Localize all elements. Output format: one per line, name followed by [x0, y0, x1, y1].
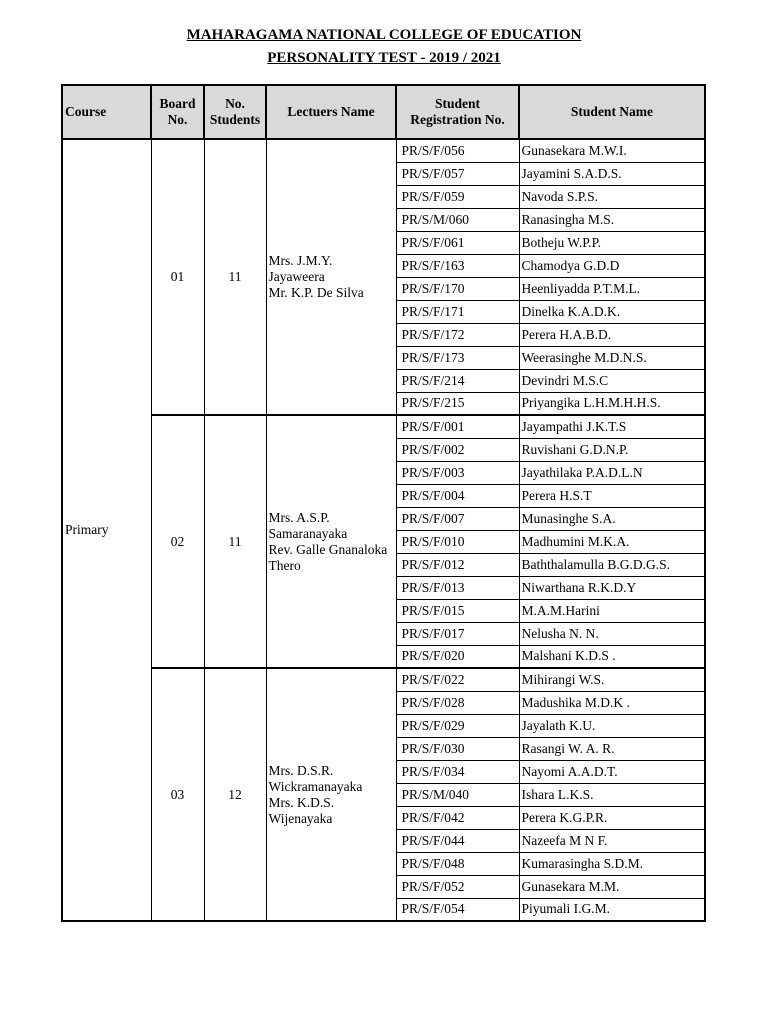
registration-number: PR/S/F/052: [396, 875, 519, 898]
student-name: Jayampathi J.K.T.S: [519, 415, 705, 438]
registration-number: PR/S/M/060: [396, 208, 519, 231]
student-count: 11: [204, 415, 266, 668]
student-name: Nelusha N. N.: [519, 622, 705, 645]
registration-number: PR/S/F/012: [396, 553, 519, 576]
header-student-name: Student Name: [519, 85, 705, 139]
header-course: Course: [62, 85, 151, 139]
registration-number: PR/S/F/163: [396, 254, 519, 277]
registration-number: PR/S/F/022: [396, 668, 519, 691]
header-registration: [396, 85, 519, 139]
table-row: [62, 668, 705, 691]
student-name: Weerasinghe M.D.N.S.: [519, 346, 705, 369]
registration-number: PR/S/F/028: [396, 691, 519, 714]
student-name: Malshani K.D.S .: [519, 645, 705, 668]
student-name: Mihirangi W.S.: [519, 668, 705, 691]
student-name: Perera K.G.P.R.: [519, 806, 705, 829]
lecturer-line: Mrs. K.D.S.: [268, 794, 335, 810]
student-name: Nazeefa M N F.: [519, 829, 705, 852]
student-count: 12: [204, 668, 266, 921]
lecturer-line: Thero: [268, 557, 301, 573]
lecturer-line: Samaranayaka: [268, 525, 348, 541]
registration-number: PR/S/F/020: [396, 645, 519, 668]
registration-number: PR/S/F/044: [396, 829, 519, 852]
lecturer-line: Mr. K.P. De Silva: [268, 285, 364, 300]
header-reg-line2: Registration No.: [410, 112, 505, 127]
lecturer-line: Jayaweera: [268, 269, 325, 284]
registration-number: PR/S/F/034: [396, 760, 519, 783]
registration-number: PR/S/F/013: [396, 576, 519, 599]
header-reg-line1: Student: [434, 96, 480, 111]
registration-number: PR/S/F/001: [396, 415, 519, 438]
student-name: Jayamini S.A.D.S.: [519, 162, 705, 185]
registration-number: PR/S/F/015: [396, 599, 519, 622]
lecturer-line: Rev. Galle Gnanaloka: [268, 541, 388, 557]
lecturers-cell: [266, 668, 396, 921]
student-name: Gunasekara M.W.I.: [519, 139, 705, 162]
student-name: Navoda S.P.S.: [519, 185, 705, 208]
student-name: Piyumali I.G.M.: [519, 898, 705, 921]
registration-number: PR/S/F/171: [396, 300, 519, 323]
allocation-table: [61, 84, 706, 922]
lecturer-line: Mrs. D.S.R.: [268, 762, 334, 778]
registration-number: PR/S/F/214: [396, 369, 519, 392]
registration-number: PR/S/F/059: [396, 185, 519, 208]
student-name: Jayathilaka P.A.D.L.N: [519, 461, 705, 484]
table-row: [62, 139, 705, 162]
header-count-line2: Students: [209, 112, 261, 127]
student-name: Perera H.S.T: [519, 484, 705, 507]
lecturer-line: Mrs. J.M.Y.: [268, 253, 333, 268]
lecturer-line: Wijenayaka: [268, 810, 333, 826]
student-name: Ruvishani G.D.N.P.: [519, 438, 705, 461]
table-row: [62, 415, 705, 438]
header-no-students: [204, 85, 266, 139]
student-name: Ishara L.K.S.: [519, 783, 705, 806]
registration-number: PR/S/F/017: [396, 622, 519, 645]
student-name: Devindri M.S.C: [519, 369, 705, 392]
student-name: Botheju W.P.P.: [519, 231, 705, 254]
student-name: Gunasekara M.M.: [519, 875, 705, 898]
registration-number: PR/S/F/056: [396, 139, 519, 162]
registration-number: PR/S/F/172: [396, 323, 519, 346]
registration-number: PR/S/F/004: [396, 484, 519, 507]
registration-number: PR/S/F/215: [396, 392, 519, 415]
student-name: Heenliyadda P.T.M.L.: [519, 277, 705, 300]
student-name: Perera H.A.B.D.: [519, 323, 705, 346]
registration-number: PR/S/M/040: [396, 783, 519, 806]
registration-number: PR/S/F/054: [396, 898, 519, 921]
registration-number: PR/S/F/010: [396, 530, 519, 553]
student-name: Jayalath K.U.: [519, 714, 705, 737]
student-name: Priyangika L.H.M.H.H.S.: [519, 392, 705, 415]
registration-number: PR/S/F/048: [396, 852, 519, 875]
test-title: PERSONALITY TEST - 2019 / 2021: [267, 50, 501, 66]
student-name: Dinelka K.A.D.K.: [519, 300, 705, 323]
board-number: 01: [151, 139, 204, 415]
student-name: Nayomi A.A.D.T.: [519, 760, 705, 783]
college-title: MAHARAGAMA NATIONAL COLLEGE OF EDUCATION: [186, 27, 582, 43]
header-count-line1: No.: [225, 96, 245, 111]
registration-number: PR/S/F/057: [396, 162, 519, 185]
registration-number: PR/S/F/173: [396, 346, 519, 369]
table-header: [62, 85, 705, 139]
lecturers-cell: [266, 139, 396, 415]
registration-number: PR/S/F/030: [396, 737, 519, 760]
table-body: [62, 139, 705, 921]
registration-number: PR/S/F/002: [396, 438, 519, 461]
registration-number: PR/S/F/042: [396, 806, 519, 829]
lecturer-line: Wickramanayaka: [268, 778, 363, 794]
student-name: Kumarasingha S.D.M.: [519, 852, 705, 875]
student-name: Madushika M.D.K .: [519, 691, 705, 714]
student-name: Rasangi W. A. R.: [519, 737, 705, 760]
header-board-no: [151, 85, 204, 139]
board-number: 03: [151, 668, 204, 921]
board-number: 02: [151, 415, 204, 668]
student-name: Chamodya G.D.D: [519, 254, 705, 277]
lecturers-cell: [266, 415, 396, 668]
course-cell: Primary: [62, 139, 151, 921]
student-name: Munasinghe S.A.: [519, 507, 705, 530]
student-name: M.A.M.Harini: [519, 599, 705, 622]
registration-number: PR/S/F/007: [396, 507, 519, 530]
registration-number: PR/S/F/170: [396, 277, 519, 300]
registration-number: PR/S/F/029: [396, 714, 519, 737]
student-name: Ranasingha M.S.: [519, 208, 705, 231]
header-board-line1: Board: [159, 96, 196, 111]
registration-number: PR/S/F/061: [396, 231, 519, 254]
header-lecturers: Lectuers Name: [266, 85, 396, 139]
lecturer-line: Mrs. A.S.P.: [268, 509, 330, 525]
header-board-line2: No.: [167, 112, 188, 127]
student-count: 11: [204, 139, 266, 415]
student-name: Madhumini M.K.A.: [519, 530, 705, 553]
student-name: Baththalamulla B.G.D.G.S.: [519, 553, 705, 576]
registration-number: PR/S/F/003: [396, 461, 519, 484]
student-name: Niwarthana R.K.D.Y: [519, 576, 705, 599]
